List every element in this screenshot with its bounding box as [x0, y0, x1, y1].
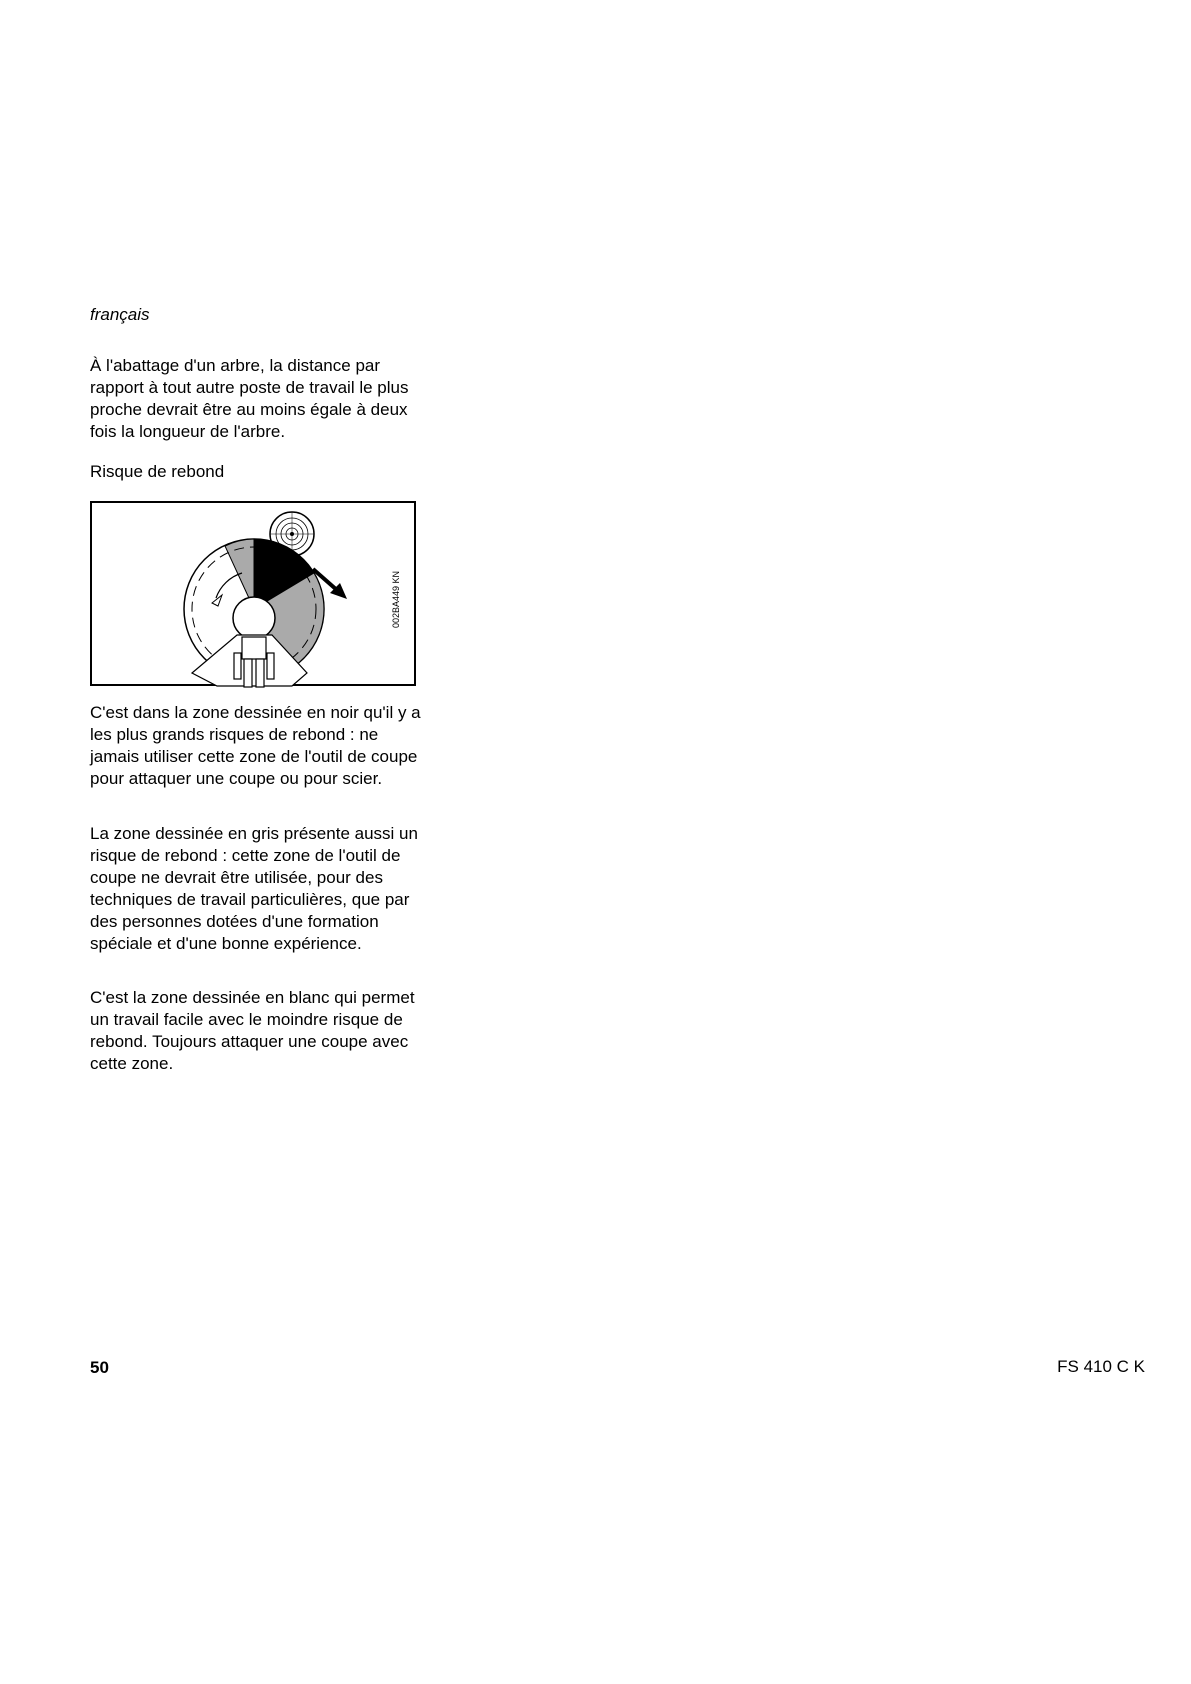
figure-code: 002BA449 KN [391, 570, 401, 628]
intro-paragraph: À l'abattage d'un arbre, la distance par rapport à tout autre poste de travail le plus proche devrait être au moins égale à deux fois la longueur de l'arbre. [90, 356, 409, 441]
section-heading: Risque de rebond [90, 462, 225, 481]
language-label: français [90, 305, 150, 324]
page-number: 50 [90, 1358, 109, 1377]
model-name: FS 410 C K [1057, 1357, 1145, 1376]
white-zone-paragraph: C'est la zone dessinée en blanc qui permet un travail facile avec le moindre risque de rebond. Toujours attaquer une coupe avec cette zone. [90, 988, 415, 1073]
black-zone-paragraph: C'est dans la zone dessinée en noir qu'il y a les plus grands risques de rebond : ne jamais utiliser cette zone de l'outil de coupe pour attaquer une coupe ou pour scier. [90, 703, 421, 788]
kickback-diagram [92, 503, 418, 688]
kickback-zone-figure [90, 501, 416, 686]
grey-zone-paragraph: La zone dessinée en gris présente aussi un risque de rebond : cette zone de l'outil de coupe ne devrait être utilisée, pour des techniques de travail particulières, que par des personnes dotées d'une formation spéciale et d'une bonne expérience. [90, 824, 418, 953]
